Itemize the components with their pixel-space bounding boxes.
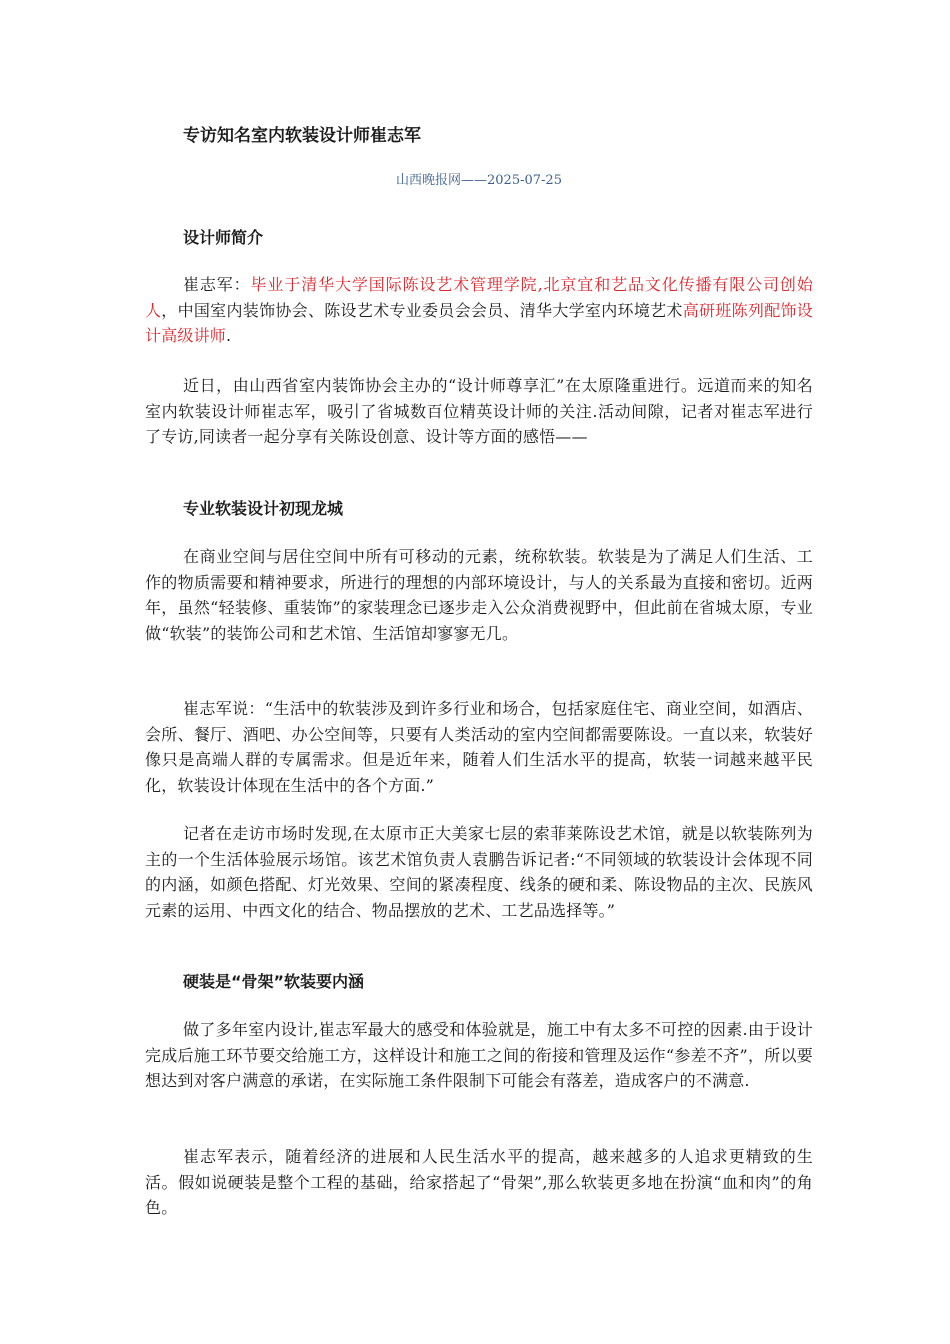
body-paragraph-2: 在商业空间与居住空间中所有可移动的元素，统称软装。软装是为了满足人们生活、工作的物质需要和精神要求，所进行的理想的内部环境设计，与人的关系最为直接和密切。近两年，虽然“轻装修、重装饰”的家装理念已逐步走入公众消费视野中，但此前在省城太原，专业做“软装”的装饰公司和艺术馆、生活馆却寥寥无几。 [145,547,813,643]
article-title: 专访知名室内软装设计师崔志军 [183,126,421,146]
section-heading-2: 专业软装设计初现龙城 [183,499,344,518]
bio-middle: ，中国室内装饰协会、陈设艺术专业委员会会员、清华大学室内环境艺术 [161,300,683,320]
bio-lead: 崔志军： [183,275,251,294]
bio-highlight-lecturer: 高研班陈列配饰设计高级讲师 [145,300,813,345]
bio-end: . [226,326,232,345]
body-paragraph-6: 崔志军表示，随着经济的进展和人民生活水平的提高，越来越多的人追求更精致的生活。假如说硬装是整个工程的基础，给家搭起了“骨架”,那么软装更多地在扮演“血和肉”的角色。 [145,1147,813,1217]
designer-bio [145,272,813,349]
body-paragraph-3: 崔志军说：“生活中的软装涉及到许多行业和场合，包括家庭住宅、商业空间，如酒店、会所、餐厅、酒吧、办公空间等，只要有人类活动的室内空间都需要陈设。一直以来，软装好像只是高端人群的专属需求。但是近年来，随着人们生活水平的提高，软装一词越来越平民化，软装设计体现在生活中的各个方面.” [145,699,813,795]
intro-paragraph: 近日，由山西省室内装饰协会主办的“设计师尊享汇”在太原隆重进行。远道而来的知名室内软装设计师崔志军，吸引了省城数百位精英设计师的关注.活动间隙，记者对崔志军进行了专访,同读者一起分享有关陈设创意、设计等方面的感悟—— [145,376,813,446]
section-heading-intro: 设计师简介 [183,228,264,247]
article-byline: 山西晚报网——2025-07-25 [396,173,562,188]
section-heading-3: 硬装是“骨架”软装要内涵 [183,972,365,991]
bio-highlight-education: 毕业于清华大学国际陈设艺术管理学院,北京宜和艺品文化传播有限公司创始人 [145,275,813,320]
body-paragraph-4: 记者在走访市场时发现,在太原市正大美家七层的索菲莱陈设艺术馆，就是以软装陈列为主的一个生活体验展示场馆。该艺术馆负责人袁鹏告诉记者:“不同领域的软装设计会体现不同的内涵，如颜色搭配、灯光效果、空间的紧凑程度、线条的硬和柔、陈设物品的主次、民族风元素的运用、中西文化的结合、物品摆放的艺术、工艺品选择等。” [145,824,813,920]
body-paragraph-5: 做了多年室内设计,崔志军最大的感受和体验就是，施工中有太多不可控的因素.由于设计完成后施工环节要交给施工方，这样设计和施工之间的衔接和管理及运作“参差不齐”，所以要想达到对客户满意的承诺，在实际施工条件限制下可能会有落差，造成客户的不满意. [145,1020,813,1090]
